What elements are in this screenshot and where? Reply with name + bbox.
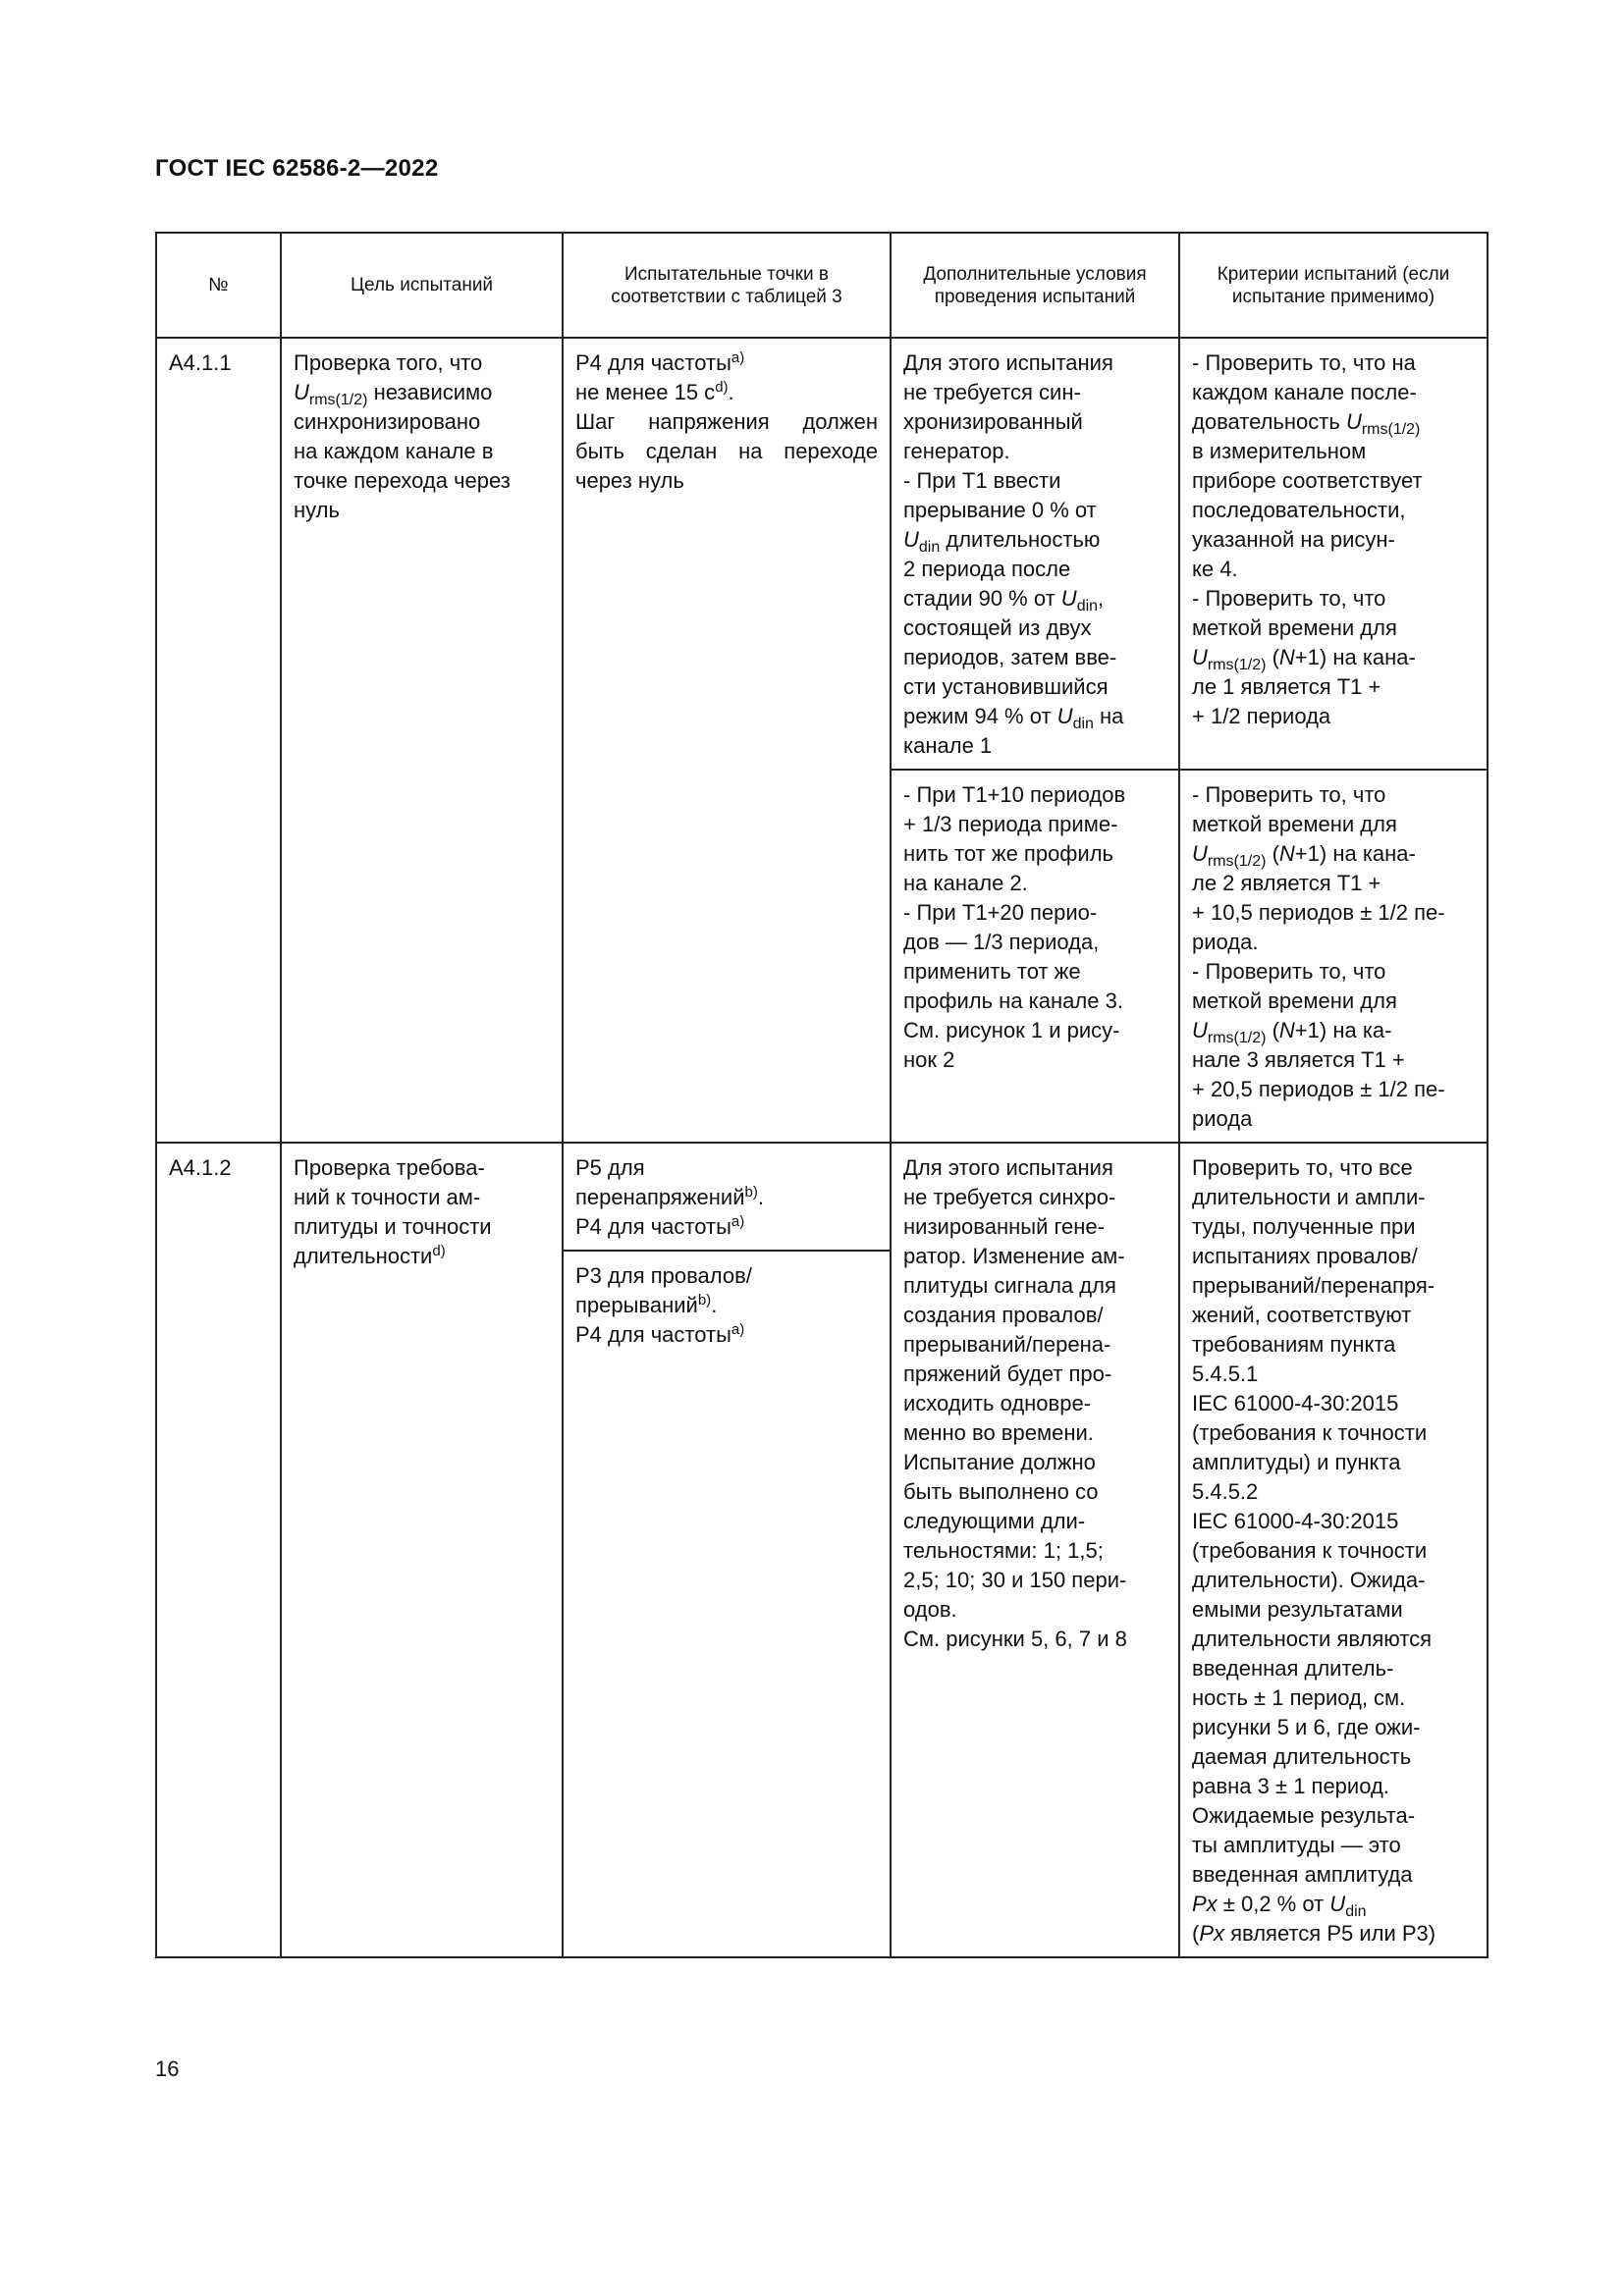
u-symbol: U <box>1345 409 1362 434</box>
criteria-text: ± 0,2 % от <box>1217 1892 1330 1916</box>
table-row <box>156 338 1488 770</box>
n-symbol: N <box>1278 1018 1295 1042</box>
column-header-criteria: Критерии испытаний (если испытание применимо) <box>1179 233 1488 338</box>
criteria-text: ( <box>1266 1018 1279 1042</box>
u-symbol: U <box>1056 704 1073 728</box>
test-point-text: не менее 15 с <box>575 380 716 404</box>
purpose-text: Проверка требова- ний к точности ам- плитуды и точности длительности <box>294 1155 492 1268</box>
criteria-text: +1) на кана- ле 2 является Т1 + + 10,5 периодов ± 1/2 пе- риода. - Проверить то, что меткой времени для <box>1192 841 1445 1013</box>
test-points-overvoltage <box>564 1144 890 1250</box>
n-symbol: N <box>1278 645 1295 669</box>
subscript: din <box>1076 598 1099 614</box>
u-symbol: U <box>1192 841 1208 866</box>
u-symbol: U <box>1060 586 1077 611</box>
cell-test-points <box>563 338 891 1143</box>
column-header-test-points: Испытательные точки в соответствии с таблицей 3 <box>563 233 891 338</box>
conditions-text: Для этого испытания не требуется син- хронизированный генератор. - При Т1 ввести прерывание 0 % от <box>903 350 1113 522</box>
footnote-mark: d) <box>715 379 729 396</box>
subscript: din <box>1345 1903 1367 1920</box>
u-symbol: U <box>1192 645 1208 669</box>
u-symbol: U <box>294 380 309 404</box>
conditions-text: Для этого испытания не требуется синхро- низированный гене- ратор. Изменение ам- плитуды сигнала для создания провалов/ прерываний/перена- пряжений будет про- исходить одновре- менно во времени. Испытание должно быть выполнено со следующими дли- тельностями: 1; 1,5; 2,5; 10; 30 и 150 пери- одов. См. рисунки 5, 6, 7 и 8 <box>903 1155 1127 1651</box>
subscript: rms(1/2) <box>1207 657 1267 673</box>
subscript: rms(1/2) <box>1361 421 1421 438</box>
criteria-text: - Проверить то, что на каждом канале после- довательность <box>1192 350 1417 434</box>
criteria-text: ( <box>1192 1921 1200 1946</box>
column-header-purpose: Цель испытаний <box>281 233 563 338</box>
criteria-text: ( <box>1266 645 1279 669</box>
cell-conditions <box>891 770 1179 1143</box>
test-table <box>155 232 1489 1958</box>
footnote-mark: a) <box>731 1213 745 1230</box>
test-point-text: . <box>728 380 734 404</box>
page-number: 16 <box>155 2056 180 2081</box>
u-symbol: U <box>903 527 919 552</box>
conditions-text: , состоящей из двух периодов, затем вве- сти установившийся режим 94 % от <box>903 586 1117 728</box>
criteria-text: - Проверить то, что меткой времени для <box>1192 782 1397 836</box>
document-header: ГОСТ IEC 62586-2—2022 <box>155 155 439 182</box>
test-points-dips <box>564 1250 890 1358</box>
test-point-text: P4 для частоты <box>575 1322 731 1347</box>
criteria-text: +1) на кана- ле 1 является Т1 + + 1/2 периода <box>1192 645 1416 728</box>
subscript: rms(1/2) <box>308 392 368 408</box>
criteria-text: является P5 или P3) <box>1224 1921 1436 1946</box>
column-header-number: № <box>156 233 281 338</box>
cell-row-id: A4.1.1 <box>156 338 281 1143</box>
subscript: din <box>918 539 941 556</box>
table-row <box>156 1143 1488 1957</box>
purpose-text: Проверка того, что <box>294 350 483 375</box>
subscript: rms(1/2) <box>1207 1030 1267 1046</box>
test-point-text: . <box>711 1293 718 1317</box>
purpose-text: синхронизировано на каждом канале в точке перехода через нуль <box>294 409 511 522</box>
purpose-text: независимо <box>367 380 493 404</box>
footnote-mark: a) <box>731 1321 745 1338</box>
footnote-mark: d) <box>432 1243 446 1259</box>
u-symbol: U <box>1192 1018 1208 1042</box>
test-point-text: Шаг напряжения должен быть сделан на переходе через нуль <box>575 409 878 493</box>
cell-conditions <box>891 338 1179 770</box>
column-header-conditions: Дополнительные условия проведения испытаний <box>891 233 1179 338</box>
test-point-text: P3 для провалов/ прерываний <box>575 1263 752 1317</box>
footnote-mark: a) <box>731 349 745 366</box>
n-symbol: N <box>1278 841 1295 866</box>
cell-criteria <box>1179 338 1488 770</box>
cell-conditions <box>891 1143 1179 1957</box>
conditions-text: длительностью 2 периода после стадии 90 % от <box>903 527 1101 611</box>
u-symbol: U <box>1329 1892 1346 1916</box>
criteria-text: в измерительном приборе соответствует последовательности, указанной на рисун- ке 4. - Проверить то, что меткой времени для <box>1192 439 1423 640</box>
footnote-mark: b) <box>744 1184 758 1201</box>
criteria-text: Проверить то, что все длительности и ампли- туды, полученные при испытаниях провалов/ прерываний/перенапря- жений, соответствуют требованиям пункта 5.4.5.1 IEC 61000-4-30:2015 (требования к точности амплитуды) и пункта 5.4.5.2 IEC 61000-4-30:2015 (требования к точности длительности). Ожида- емыми результатами длительности являются введенная длитель- ность ± 1 период, см. рисунки 5 и 6, где ожи- даемая длительность равна 3 ± 1 период. Ожидаемые результа- ты амплитуды — это введенная амплитуда <box>1192 1155 1435 1887</box>
test-point-text: P4 для частоты <box>575 1214 731 1239</box>
cell-purpose <box>281 338 563 1143</box>
px-symbol: Px <box>1199 1921 1225 1946</box>
subscript: rms(1/2) <box>1207 853 1267 870</box>
cell-criteria <box>1179 770 1488 1143</box>
test-point-text: P5 для перенапряжений <box>575 1155 745 1209</box>
conditions-text: - При Т1+10 периодов + 1/3 периода приме- нить тот же профиль на канале 2. - При Т1+20 перио- дов — 1/3 периода, применить тот же профиль на канале 3. См. рисунок 1 и рису- нок 2 <box>903 782 1126 1072</box>
footnote-mark: b) <box>697 1292 712 1308</box>
table-header-row <box>156 233 1488 338</box>
px-symbol: Px <box>1192 1892 1218 1916</box>
test-point-text: . <box>757 1185 764 1209</box>
conditions-text: на канале 1 <box>903 704 1124 758</box>
cell-purpose <box>281 1143 563 1957</box>
cell-test-points <box>563 1143 891 1957</box>
subscript: din <box>1072 716 1094 732</box>
cell-row-id: A4.1.2 <box>156 1143 281 1957</box>
criteria-text: ( <box>1266 841 1279 866</box>
test-point-text: P4 для частоты <box>575 350 731 375</box>
criteria-text: +1) на ка- нале 3 является Т1 + + 20,5 периодов ± 1/2 пе- риода <box>1192 1018 1445 1131</box>
cell-criteria <box>1179 1143 1488 1957</box>
